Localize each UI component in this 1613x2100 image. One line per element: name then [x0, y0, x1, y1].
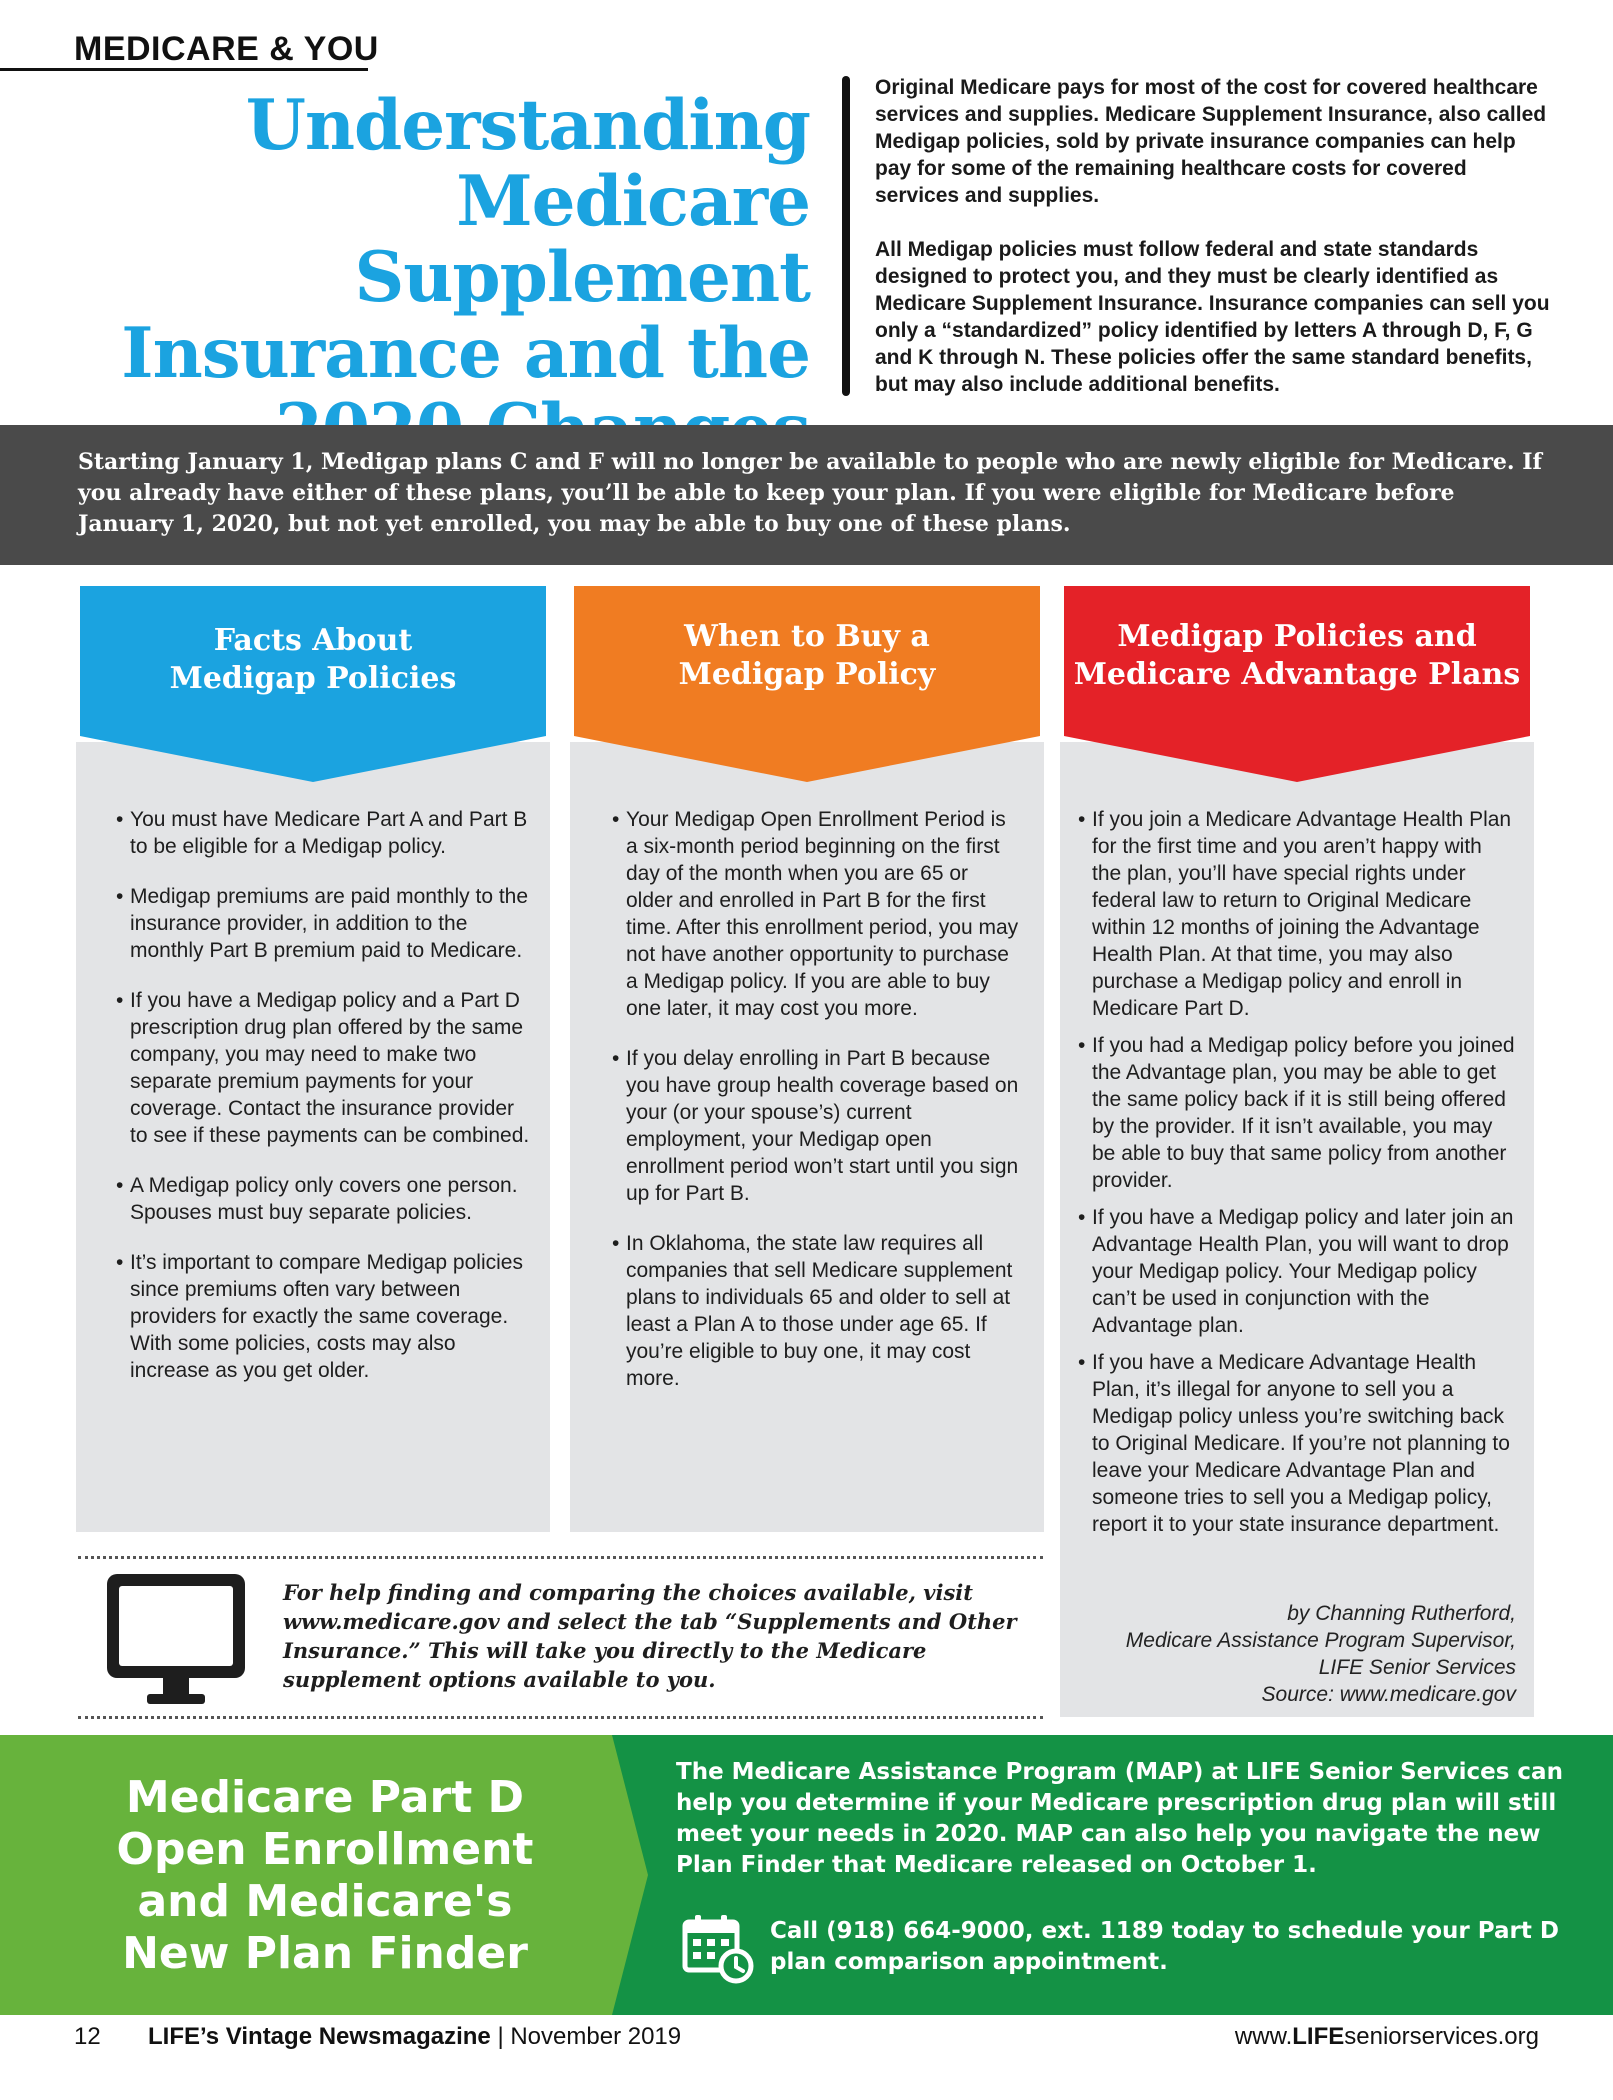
magazine-title: LIFE’s Vintage Newsmagazine	[148, 2023, 491, 2050]
section-label: MEDICARE & YOU	[74, 30, 379, 68]
monitor-icon	[103, 1570, 249, 1710]
list-item: • Your Medigap Open Enrollment Period is a six-month period beginning on the first day of the month when you are 65 or older and enrolled in Part B for the first time. After this enrollment period, you may not have another opportunity to purchase a Medigap policy. If you are able to buy one later, it may cost you more.	[612, 806, 1020, 1022]
column-title	[574, 618, 1040, 694]
column-title	[80, 622, 546, 698]
list-item: • If you join a Medicare Advantage Health Plan for the first time and you aren’t happy with the plan, you’ll have special rights under federal law to return to Original Medicare within 12 months of joining the Advantage Health Plan. At that time, you may also purchase a Medigap policy and enroll in Medicare Part D.	[1078, 806, 1516, 1022]
help-text: For help finding and comparing the choices available, visit www.medicare.gov and select the tab “Supplements and Other Insurance.” This will take you directly to the Medicare supplement options available to you.	[283, 1580, 1017, 1692]
facts-list	[116, 806, 536, 1407]
list-item: • If you have a Medigap policy and later join an Advantage Health Plan, you will want to drop your Medigap policy. Your Medigap policy can’t be used in conjunction with the Advantage plan.	[1078, 1204, 1516, 1339]
when-list	[612, 806, 1020, 1415]
list-item: • You must have Medicare Part A and Part B to be eligible for a Medigap policy.	[116, 806, 536, 860]
byline	[1070, 1600, 1516, 1708]
advantage-list	[1078, 806, 1516, 1548]
title-line: Medicare Supplement	[354, 161, 810, 318]
column-title-line: Medigap Policy	[678, 657, 936, 692]
notice-banner-text: Starting January 1, Medigap plans C and F will no longer be available to people who are newly eligible for Medicare. If you already have either of these plans, you’ll be able to keep your plan. If you were eligible for Medicare before January 1, 2020, but not yet enrolled, you may be able to buy one of these plans.	[78, 449, 1542, 537]
page-title	[40, 85, 810, 468]
intro-paragraph: All Medigap policies must follow federal and state standards designed to protect you, and they must be clearly identified as Medicare Supplement Insurance. Insurance companies can sell you only a “standardized” policy identified by letters A through D, F, G and K through N. These policies offer the same standard benefits, but may also include additional benefits.	[875, 238, 1550, 396]
promo-call-to-action: Call (918) 664-9000, ext. 1189 today to schedule your Part D plan comparison appointment.	[770, 1918, 1559, 1975]
magazine-issue: | November 2019	[490, 2023, 682, 2050]
promo-title-line: and Medicare's	[137, 1876, 513, 1927]
title-line: Understanding	[245, 85, 810, 166]
column-title-line: Facts About	[213, 623, 413, 658]
byline-org: LIFE Senior Services	[1318, 1656, 1516, 1679]
list-item: • If you have a Medigap policy and a Part D prescription drug plan offered by the same company, you may need to make two separate premium payments for your coverage. Contact the insurance provider to see if these payments can be combined.	[116, 987, 536, 1149]
url-prefix: www.	[1234, 2023, 1293, 2050]
title-line: Insurance and the	[121, 313, 810, 394]
list-item: • Medigap premiums are paid monthly to the insurance provider, in addition to the monthly Part B premium paid to Medicare.	[116, 883, 536, 964]
url-suffix: seniorservices.org	[1344, 2023, 1539, 2050]
intro-divider	[842, 76, 850, 396]
section-rule	[0, 68, 368, 71]
column-title-line: Medigap Policies	[169, 661, 457, 696]
column-title-line: Medicare Advantage Plans	[1073, 657, 1521, 692]
calendar-clock-icon	[682, 1914, 754, 1984]
list-item: • If you delay enrolling in Part B because you have group health coverage based on your (or your spouse’s) current employment, your Medigap open enrollment period won’t start until you sign up for Part B.	[612, 1045, 1020, 1207]
promo-title-line: New Plan Finder	[122, 1928, 528, 1979]
list-item: • If you had a Medigap policy before you joined the Advantage plan, you may be able to get the same policy back if it is still being offered by the provider. If it isn’t available, you may be able to buy that same policy from another provider.	[1078, 1032, 1516, 1194]
column-title	[1064, 618, 1530, 694]
intro-text	[875, 74, 1555, 398]
dotted-divider-bottom	[78, 1716, 1043, 1719]
dotted-divider-top	[78, 1556, 1043, 1559]
intro-paragraph: Original Medicare pays for most of the cost for covered healthcare services and supplies. Medicare Supplement Insurance, also called Medigap policies, sold by private insurance companies can help pay for some of the remaining healthcare costs for covered services and supplies.	[875, 76, 1547, 207]
promo-title	[60, 1772, 590, 1980]
promo-title-line: Medicare Part D	[125, 1772, 525, 1823]
byline-author: by Channing Rutherford,	[1287, 1602, 1516, 1625]
column-title-line: Medigap Policies and	[1117, 619, 1477, 654]
byline-source: Source: www.medicare.gov	[1261, 1683, 1516, 1706]
list-item: • A Medigap policy only covers one person. Spouses must buy separate policies.	[116, 1172, 536, 1226]
list-item: • It’s important to compare Medigap policies since premiums often vary between providers for exactly the same coverage. With some policies, costs may also increase as you get older.	[116, 1249, 536, 1384]
url-brand: LIFE	[1292, 2023, 1345, 2050]
list-item: • In Oklahoma, the state law requires all companies that sell Medicare supplement plans to individuals 65 and older to sell at least a Plan A to those under age 65. If you’re eligible to buy one, it may cost more.	[612, 1230, 1020, 1392]
page-number: 12	[74, 2023, 101, 2050]
promo-title-line: Open Enrollment	[116, 1824, 534, 1875]
promo-body: The Medicare Assistance Program (MAP) at LIFE Senior Services can help you determine if your Medicare prescription drug plan will still meet your needs in 2020. MAP can also help you navigate the new Plan Finder that Medicare released on October 1.	[676, 1759, 1563, 1878]
column-title-line: When to Buy a	[684, 619, 930, 654]
magazine-name	[148, 2023, 681, 2051]
byline-role: Medicare Assistance Program Supervisor,	[1125, 1629, 1516, 1652]
website-url	[1235, 2023, 1539, 2051]
list-item: • If you have a Medicare Advantage Health Plan, it’s illegal for anyone to sell you a Medigap policy unless you’re switching back to Original Medicare. If you’re not planning to leave your Medicare Advantage Plan and someone tries to sell you a Medigap policy, report it to your state insurance department.	[1078, 1349, 1516, 1538]
